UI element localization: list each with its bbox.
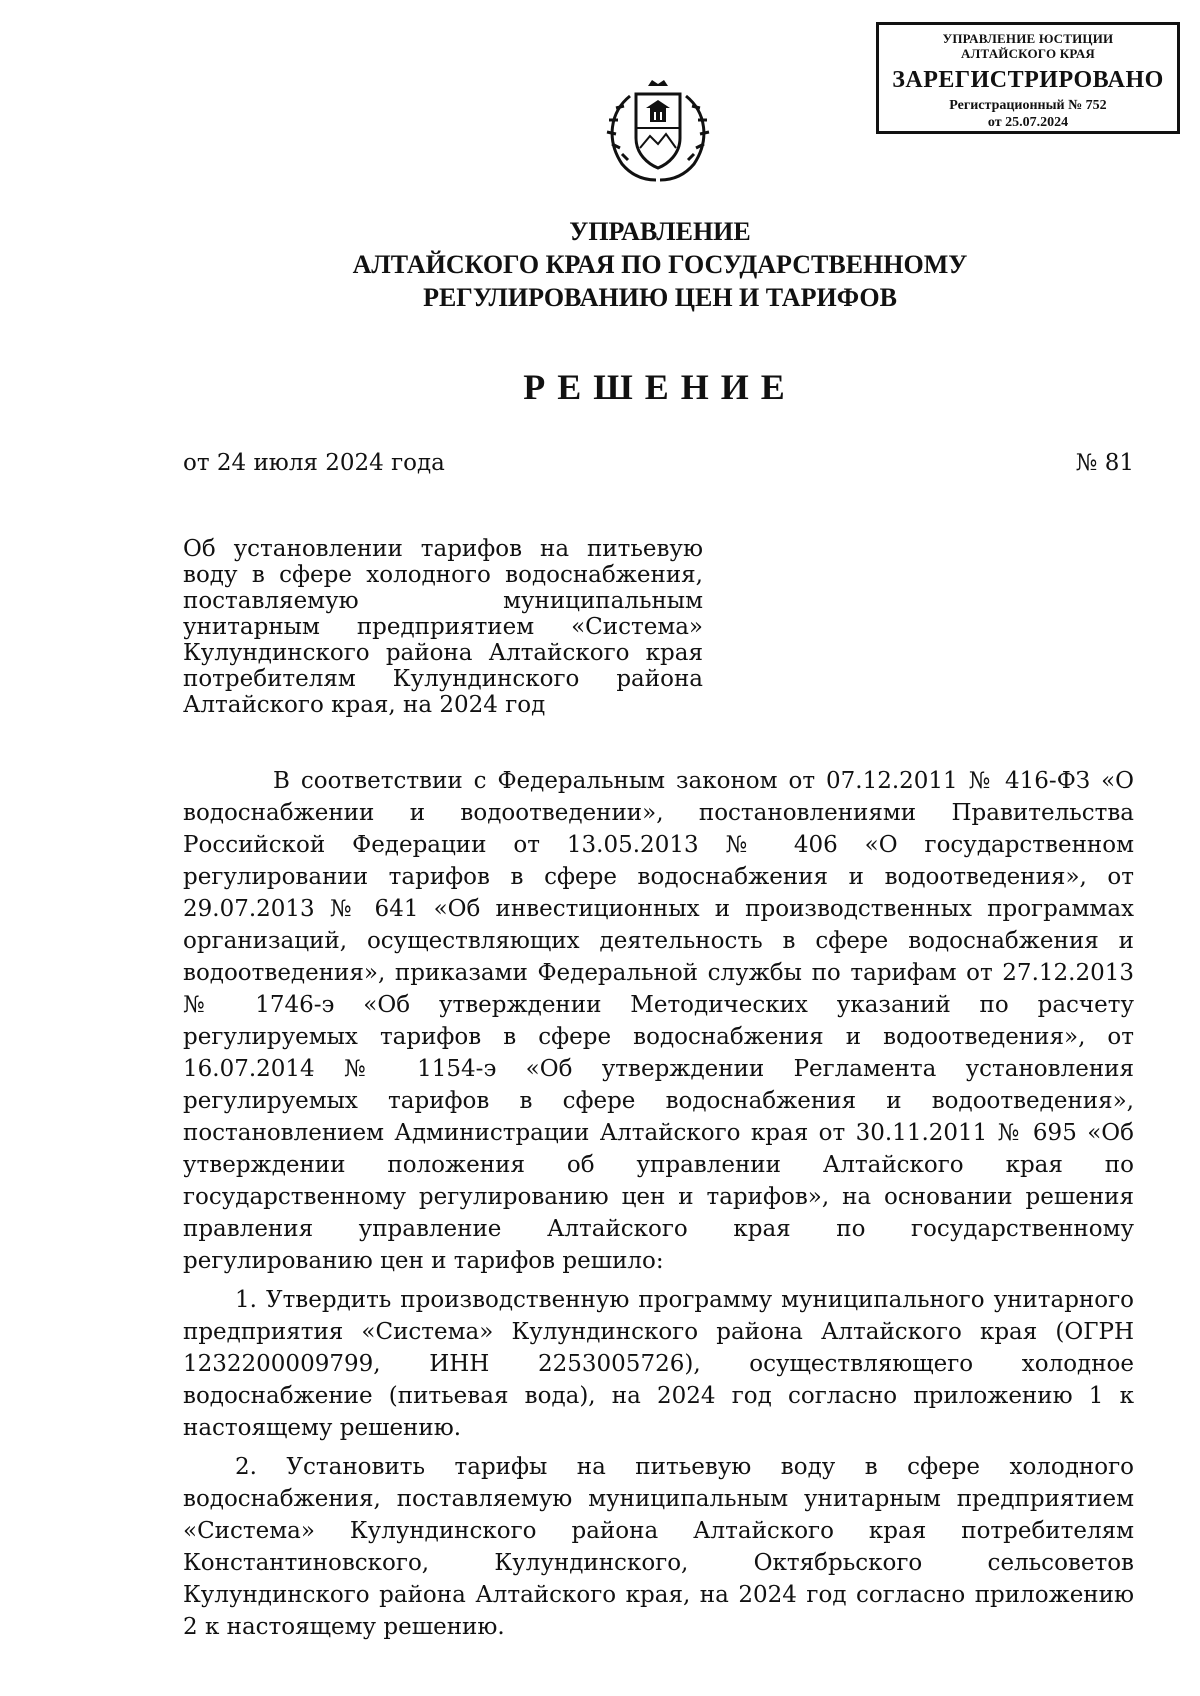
stamp-organization-line1: УПРАВЛЕНИЕ ЮСТИЦИИ [942, 31, 1114, 46]
document-subject: Об установлении тарифов на питьевую воду в сфере холодного водоснабжения, поставляемую муниципальным унитарным предприятием «Система» Кулундинского района Алтайского края потребителям Кулундинского района Алтайского края, на 2024 год [183, 536, 703, 718]
document-number: № 81 [1075, 450, 1134, 476]
agency-line3: РЕГУЛИРОВАНИЮ ЦЕН И ТАРИФОВ [423, 283, 897, 312]
agency-line2: АЛТАЙСКОГО КРАЯ ПО ГОСУДАРСТВЕННОМУ [352, 250, 968, 279]
preamble-paragraph: В соответствии с Федеральным законом от 07.12.2011 № 416-ФЗ «О водоснабжении и водоотведении», постановлениями Правительства Российской Федерации от 13.05.2013 № 406 «О государственном регулировании тарифов в сфере водоснабжения и водоотведения», от 29.07.2013 № 641 «Об инвестиционных и производственных программах организаций, осуществляющих деятельность в сфере водоснабжения и водоотведения», приказами Федеральной службы по тарифам от 27.12.2013 № 1746-э «Об утверждении Методических указаний по расчету регулируемых тарифов в сфере водоснабжения и водоотведения», от 16.07.2014 № 1154-э «Об утверждении Регламента установления регулируемых тарифов в сфере водоснабжения и водоотведения», постановлением Администрации Алтайского края от 30.11.2011 № 695 «Об утверждении положения об управлении Алтайского края по государственному регулированию цен и тарифов», на основании решения правления управление Алтайского края по государственному регулированию цен и тарифов решило: [183, 768, 1134, 1274]
decision-item-2: 2. Установить тарифы на питьевую воду в сфере холодного водоснабжения, поставляемую муниципальным унитарным предприятием «Система» Кулундинского района Алтайского края потребителям Константиновского, Кулундинского, Октябрьского сельсоветов Кулундинского района Алтайского края, на 2024 год согласно приложению 2 к настоящему решению. [183, 1454, 1134, 1640]
decision-item-1: 1. Утвердить производственную программу муниципального унитарного предприятия «Система» Кулундинского района Алтайского края (ОГРН 1232200009799, ИНН 2253005726), осуществляющего холодное водоснабжение (питьевая вода), на 2024 год согласно приложению 1 к настоящему решению. [183, 1287, 1134, 1441]
agency-title [0, 215, 1200, 314]
stamp-organization-line2: АЛТАЙСКОГО КРАЯ [961, 46, 1095, 61]
stamp-registration-date: от 25.07.2024 [987, 115, 1069, 130]
coat-of-arms-icon [596, 76, 720, 184]
document-type-heading: РЕШЕНИЕ [523, 367, 797, 407]
agency-line1: УПРАВЛЕНИЕ [569, 217, 751, 246]
stamp-status: ЗАРЕГИСТРИРОВАНО [892, 67, 1164, 93]
document-date: от 24 июля 2024 года [183, 450, 445, 476]
document-body [183, 765, 1134, 1643]
stamp-registration-number: Регистрационный № 752 [949, 98, 1107, 113]
registration-stamp [876, 22, 1180, 134]
